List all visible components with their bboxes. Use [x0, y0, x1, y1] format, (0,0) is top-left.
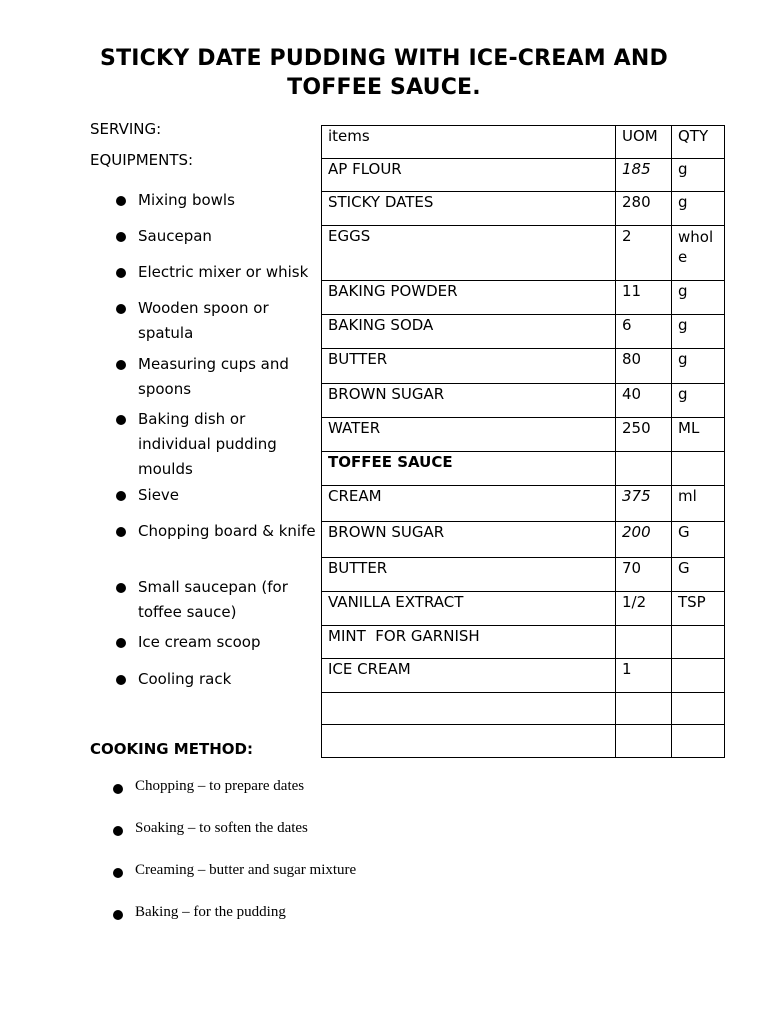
equipment-item: Baking dish or individual pudding moulds: [116, 407, 316, 482]
table-cell: [672, 452, 725, 486]
table-row: [322, 558, 725, 592]
cooking-method-item: Soaking – to soften the dates: [113, 820, 308, 837]
equipment-item: Small saucepan (for toffee sauce): [116, 575, 316, 625]
table-row: [322, 349, 725, 384]
table-cell: BUTTER: [322, 349, 616, 384]
table-row: [322, 693, 725, 725]
table-cell: 1: [616, 659, 672, 693]
table-cell: ICE CREAM: [322, 659, 616, 693]
table-cell: 70: [616, 558, 672, 592]
cooking-method-item: Creaming – butter and sugar mixture: [113, 862, 356, 879]
table-row: [322, 281, 725, 315]
table-cell: BAKING POWDER: [322, 281, 616, 315]
table-row: [322, 626, 725, 659]
table-cell: 80: [616, 349, 672, 384]
cooking-method-heading: COOKING METHOD:: [90, 740, 253, 758]
table-section-row: [322, 452, 725, 486]
table-row: [322, 725, 725, 758]
cooking-method-item: Baking – for the pudding: [113, 904, 286, 921]
bullet-icon: [116, 304, 126, 314]
column-header-uom: UOM: [616, 126, 672, 159]
table-cell: MINT FOR GARNISH: [322, 626, 616, 659]
equipment-item: Saucepan: [116, 224, 316, 249]
bullet-icon: [113, 826, 123, 836]
table-cell: WATER: [322, 418, 616, 452]
table-cell: [672, 693, 725, 725]
table-cell: [616, 452, 672, 486]
table-cell: 375: [616, 486, 672, 522]
table-cell: 185: [616, 159, 672, 192]
equipment-item: Ice cream scoop: [116, 630, 316, 655]
table-cell: [616, 693, 672, 725]
bullet-icon: [116, 491, 126, 501]
equipment-item: Sieve: [116, 483, 316, 508]
table-row: [322, 384, 725, 418]
table-cell: 2: [616, 226, 672, 281]
table-cell: 11: [616, 281, 672, 315]
table-row: [322, 159, 725, 192]
equipment-item: Wooden spoon or spatula: [116, 296, 316, 346]
equipment-item: Chopping board & knife: [116, 519, 316, 544]
serving-label: SERVING:: [90, 120, 162, 138]
table-cell: BROWN SUGAR: [322, 384, 616, 418]
table-cell: g: [672, 315, 725, 349]
table-row: [322, 486, 725, 522]
bullet-icon: [116, 583, 126, 593]
bullet-icon: [116, 268, 126, 278]
bullet-icon: [116, 527, 126, 537]
table-cell: ML: [672, 418, 725, 452]
table-cell: STICKY DATES: [322, 192, 616, 226]
equipment-item: Measuring cups and spoons: [116, 352, 316, 402]
table-row: [322, 315, 725, 349]
ingredients-table: [321, 125, 725, 758]
table-cell: G: [672, 522, 725, 558]
bullet-icon: [113, 910, 123, 920]
column-header-items: items: [322, 126, 616, 159]
bullet-icon: [116, 196, 126, 206]
bullet-icon: [116, 232, 126, 242]
table-cell: BAKING SODA: [322, 315, 616, 349]
table-row: [322, 418, 725, 452]
table-cell: [616, 626, 672, 659]
bullet-icon: [113, 784, 123, 794]
table-row: [322, 192, 725, 226]
equipment-item: Cooling rack: [116, 667, 316, 692]
table-section-heading: TOFFEE SAUCE: [322, 452, 616, 486]
table-cell: 1/2: [616, 592, 672, 626]
table-cell: CREAM: [322, 486, 616, 522]
bullet-icon: [116, 675, 126, 685]
table-cell: g: [672, 159, 725, 192]
table-cell: whole: [672, 226, 725, 281]
table-cell: [322, 725, 616, 758]
table-cell: AP FLOUR: [322, 159, 616, 192]
table-cell: g: [672, 349, 725, 384]
table-cell: 40: [616, 384, 672, 418]
bullet-icon: [116, 415, 126, 425]
table-cell: EGGS: [322, 226, 616, 281]
table-row: [322, 226, 725, 281]
table-cell: g: [672, 192, 725, 226]
table-row: [322, 592, 725, 626]
bullet-icon: [116, 638, 126, 648]
table-cell: ml: [672, 486, 725, 522]
table-cell: 250: [616, 418, 672, 452]
column-header-qty: QTY: [672, 126, 725, 159]
table-cell: VANILLA EXTRACT: [322, 592, 616, 626]
table-cell: BUTTER: [322, 558, 616, 592]
equipments-label: EQUIPMENTS:: [90, 151, 194, 169]
table-row: [322, 659, 725, 693]
bullet-icon: [113, 868, 123, 878]
equipment-item: Electric mixer or whisk: [116, 260, 316, 285]
table-cell: [672, 659, 725, 693]
table-cell: TSP: [672, 592, 725, 626]
table-cell: [672, 725, 725, 758]
page-title: STICKY DATE PUDDING WITH ICE-CREAM AND TOFFEE SAUCE.: [100, 46, 668, 100]
table-cell: BROWN SUGAR: [322, 522, 616, 558]
table-cell: [322, 693, 616, 725]
table-cell: G: [672, 558, 725, 592]
table-header-row: [322, 126, 725, 159]
table-cell: [616, 725, 672, 758]
table-cell: 6: [616, 315, 672, 349]
table-row: [322, 522, 725, 558]
table-cell: 280: [616, 192, 672, 226]
equipment-item: Mixing bowls: [116, 188, 316, 213]
table-cell: g: [672, 384, 725, 418]
table-cell: g: [672, 281, 725, 315]
table-cell: [672, 626, 725, 659]
bullet-icon: [116, 360, 126, 370]
table-cell: 200: [616, 522, 672, 558]
cooking-method-item: Chopping – to prepare dates: [113, 778, 304, 795]
